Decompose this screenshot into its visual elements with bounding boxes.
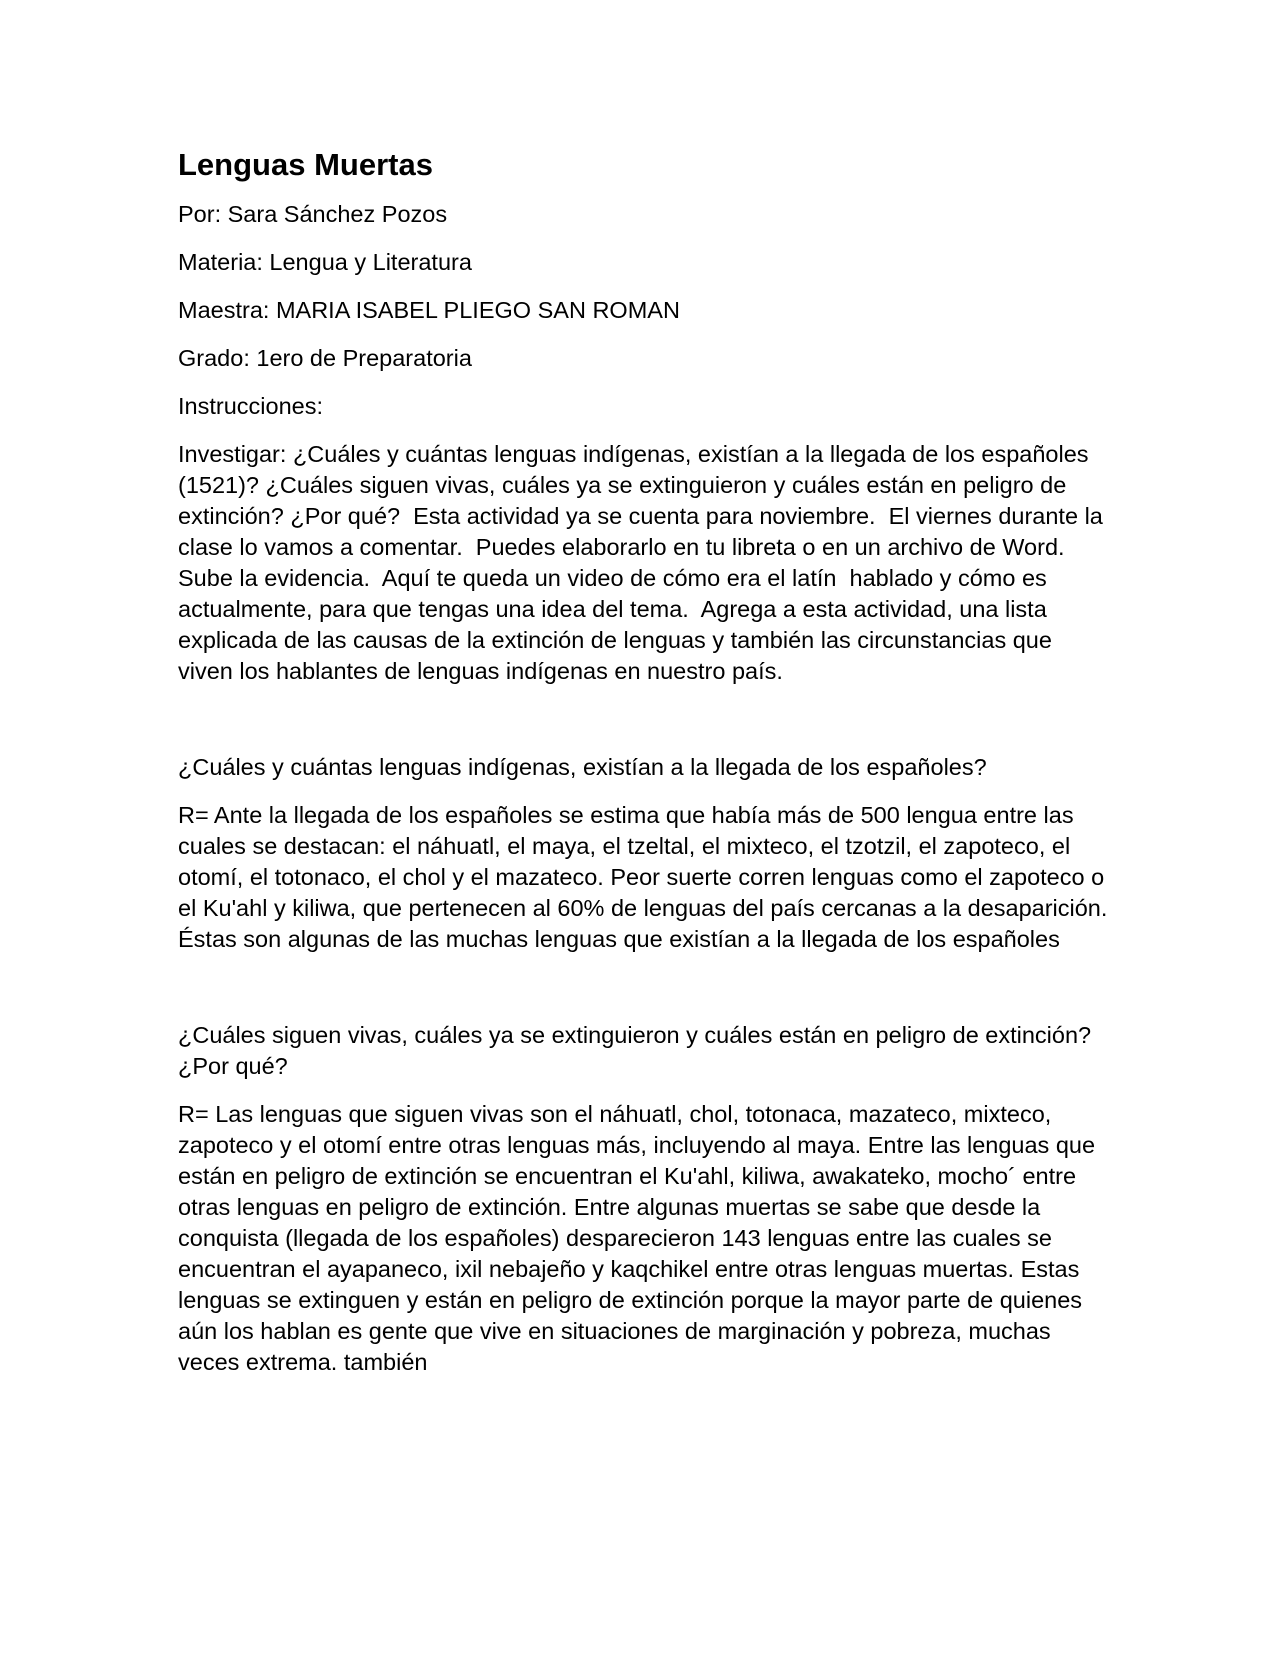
instructions-label: Instrucciones: [178, 393, 323, 420]
author-line: Por: Sara Sánchez Pozos [178, 201, 448, 228]
grade-line: Grado: 1ero de Preparatoria [178, 345, 472, 372]
subject-line: Materia: Lengua y Literatura [178, 249, 472, 276]
section-spacer [178, 704, 1108, 752]
answer-1: R= Ante la llegada de los españoles se estima que había más de 500 lengua entre las cuales se destacan: el náhuatl, el maya, el tzeltal, el mixteco, el tzotzil, el zapoteco, el otomí, el totonaco, el chol y el mazateco. Peor suerte corren lenguas como el zapoteco o el Ku'ahl y kiliwa, que pertenecen al 60% de lenguas del país cercanas a la desaparición. Éstas son algunas de las muchas lenguas que existían a la llegada de los españoles [178, 802, 1114, 953]
question-2: ¿Cuáles siguen vivas, cuáles ya se extinguieron y cuáles están en peligro de extinción? ¿Por qué? [178, 1022, 1098, 1080]
teacher-line: Maestra: MARIA ISABEL PLIEGO SAN ROMAN [178, 297, 680, 324]
document-page [178, 146, 1114, 1395]
answer-2: R= Las lenguas que siguen vivas son el náhuatl, chol, totonaca, mazateco, mixteco, zapoteco y el otomí entre otras lenguas más, incluyendo al maya. Entre las lenguas que están en peligro de extinción se encuentran el Ku'ahl, kiliwa, awakateko, mocho´ entre otras lenguas en peligro de extinción. Entre algunas muertas se sabe que desde la conquista (llegada de los españoles) desparecieron 143 lenguas entre las cuales se encuentran el ayapaneco, ixil nebajeño y kaqchikel entre otras lenguas muertas. Estas lenguas se extinguen y están en peligro de extinción porque la mayor parte de quienes aún los hablan es gente que vive en situaciones de marginación y pobreza, muchas veces extrema. también [178, 1101, 1102, 1376]
section-spacer [178, 972, 1108, 1020]
question-1: ¿Cuáles y cuántas lenguas indígenas, existían a la llegada de los españoles? [178, 754, 987, 781]
document-title: Lenguas Muertas [178, 147, 433, 182]
instructions-paragraph: Investigar: ¿Cuáles y cuántas lenguas indígenas, existían a la llegada de los españoles (1521)? ¿Cuáles siguen vivas, cuáles ya se extinguieron y cuáles están en peligro de extinción? ¿Por qué? Esta actividad ya se cuenta para noviembre. El viernes durante la clase lo vamos a comentar. Puedes elaborarlo en tu libreta o en un archivo de Word. Sube la evidencia. Aquí te queda un video de cómo era el latín hablado y cómo es actualmente, para que tengas una idea del tema. Agrega a esta actividad, una lista explicada de las causas de la extinción de lenguas y también las circunstancias que viven los hablantes de lenguas indígenas en nuestro país. [178, 441, 1110, 685]
